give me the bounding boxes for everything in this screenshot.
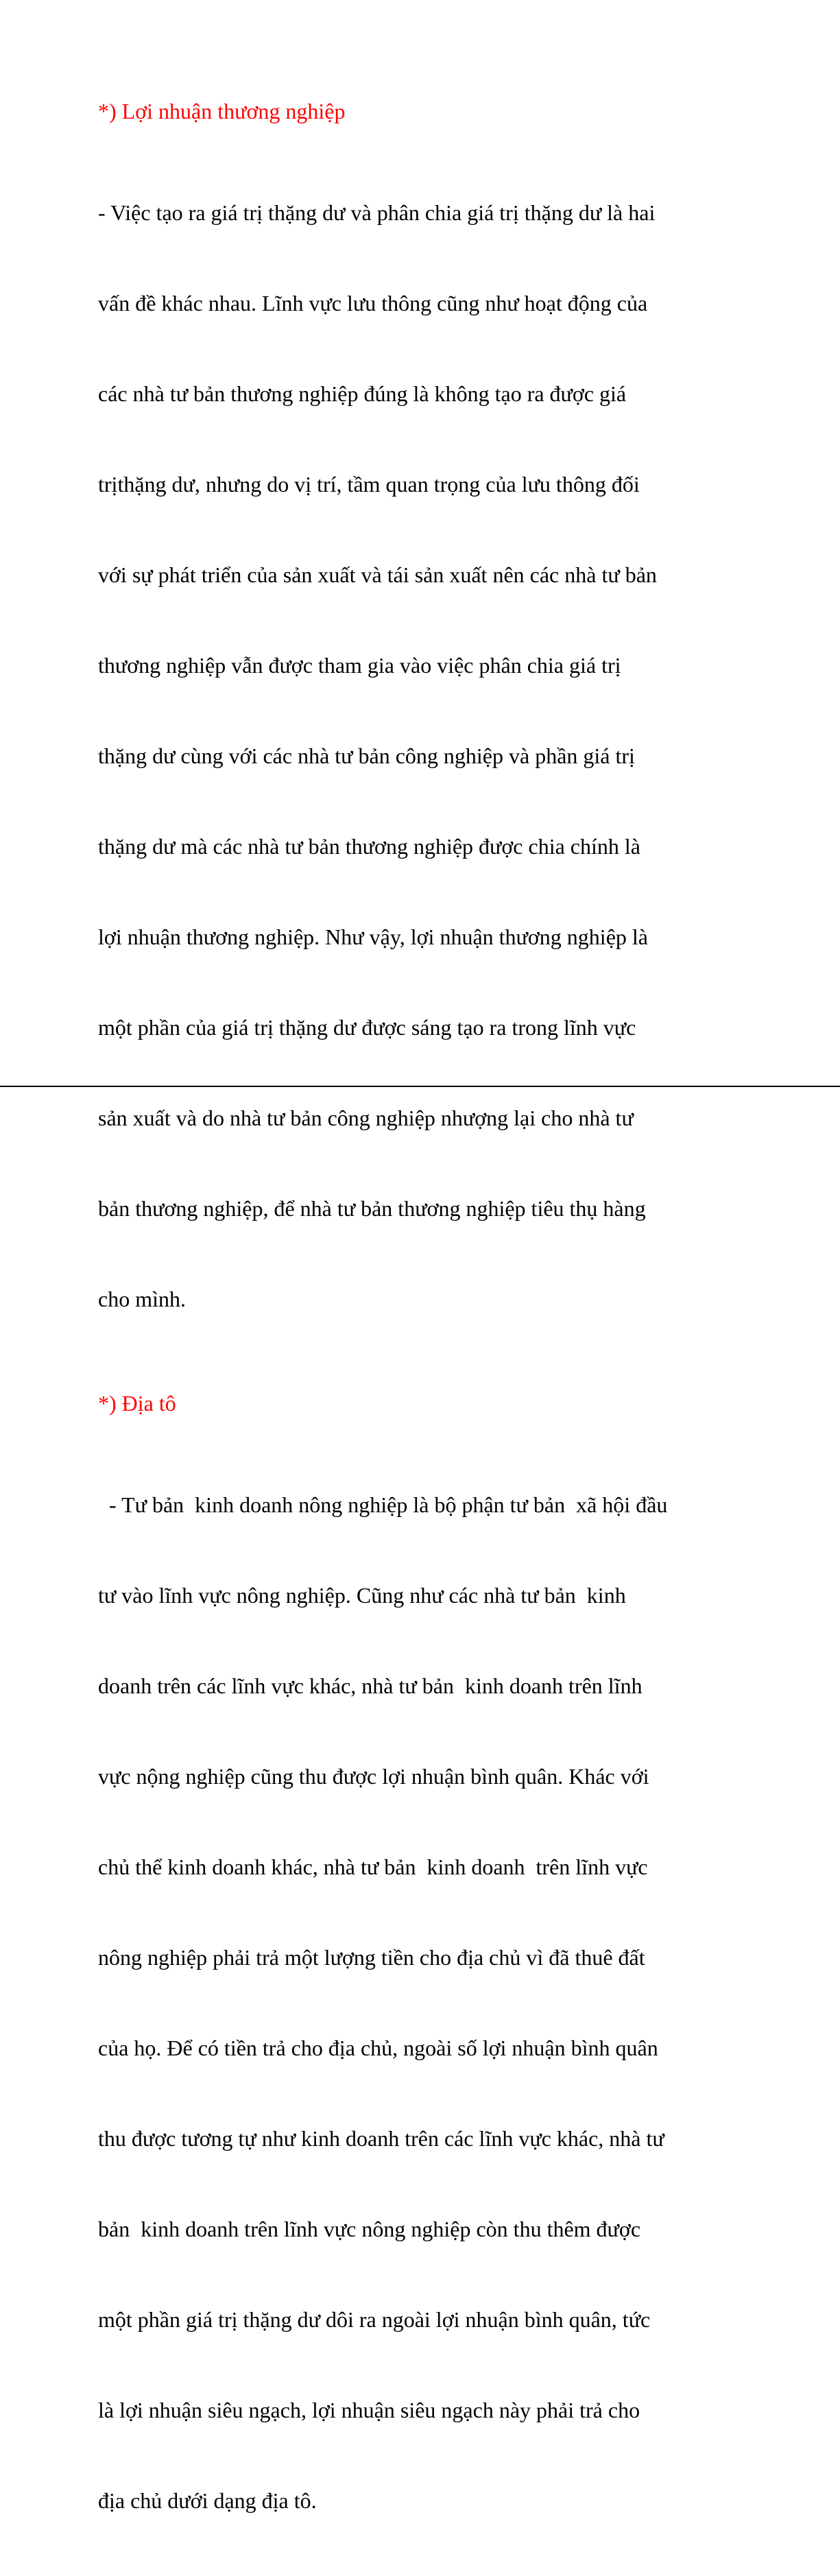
text-line: với sự phát triển của sản xuất và tái sản xuất nên các nhà tư bản [98, 562, 657, 587]
text-line: địa chủ dưới dạng địa tô. [98, 2488, 317, 2513]
section-heading-dia-to: *) Địa tô [98, 1391, 176, 1416]
text-line: vực nộng nghiệp cũng thu được lợi nhuận bình quân. Khác với [98, 1764, 649, 1789]
text-line: các nhà tư bản thương nghiệp đúng là không tạo ra được giá [98, 381, 627, 406]
section-heading-loi-nhuan-thuong-nghiep: *) Lợi nhuận thương nghiệp [98, 99, 346, 123]
text-line: vấn đề khác nhau. Lĩnh vực lưu thông cũng như hoạt động của [98, 291, 648, 315]
text-line: thu được tương tự như kinh doanh trên các lĩnh vực khác, nhà tư [98, 2126, 664, 2151]
text-line: là lợi nhuận siêu ngạch, lợi nhuận siêu ngạch này phải trả cho [98, 2398, 640, 2422]
text-line: lợi nhuận thương nghiệp. Như vậy, lợi nhuận thương nghiệp là [98, 925, 648, 949]
text-line: sản xuất và do nhà tư bản công nghiệp nhượng lại cho nhà tư [98, 1106, 634, 1130]
text-line: của họ. Để có tiền trả cho địa chủ, ngoài số lợi nhuận bình quân [98, 2036, 658, 2060]
text-line: một phần của giá trị thặng dư được sáng tạo ra trong lĩnh vực [98, 1015, 636, 1040]
text-line: chủ thể kinh doanh khác, nhà tư bản kinh doanh trên lĩnh vực [98, 1855, 648, 1879]
text-line: thương nghiệp vẫn được tham gia vào việc phân chia giá trị [98, 653, 621, 678]
text-line: thặng dư mà các nhà tư bản thương nghiệp được chia chính là [98, 834, 640, 859]
spacer [98, 1418, 739, 1429]
paragraph-dia-to [98, 1429, 739, 2576]
spacer [98, 126, 739, 137]
text-line: thặng dư cùng với các nhà tư bản công nghiệp và phần giá trị [98, 743, 635, 768]
spacer [98, 1374, 739, 1388]
text-line: bản kinh doanh trên lĩnh vực nông nghiệp còn thu thêm được [98, 2217, 641, 2241]
text-line: - Tư bản kinh doanh nông nghiệp là bộ phận tư bản xã hội đầu [98, 1492, 668, 1517]
paragraph-loi-nhuan-thuong-nghiep [98, 137, 739, 1374]
text-line: tư vào lĩnh vực nông nghiệp. Cũng như các nhà tư bản kinh [98, 1583, 626, 1608]
text-line: trịthặng dư, nhưng do vị trí, tầm quan trọng của lưu thông đối [98, 472, 640, 497]
text-line: - Việc tạo ra giá trị thặng dư và phân chia giá trị thặng dư là hai [98, 200, 656, 225]
document-content [98, 96, 739, 2576]
text-line: nông nghiệp phải trả một lượng tiền cho địa chủ vì đã thuê đất [98, 1945, 645, 1970]
text-line: một phần giá trị thặng dư dôi ra ngoài lợi nhuận bình quân, tức [98, 2307, 651, 2332]
text-line: cho mình. [98, 1287, 186, 1311]
page-bottom-edge [0, 1086, 840, 1087]
text-line: doanh trên các lĩnh vực khác, nhà tư bản kinh doanh trên lĩnh [98, 1673, 643, 1698]
text-line: bản thương nghiệp, để nhà tư bản thương nghiệp tiêu thụ hàng [98, 1196, 646, 1221]
